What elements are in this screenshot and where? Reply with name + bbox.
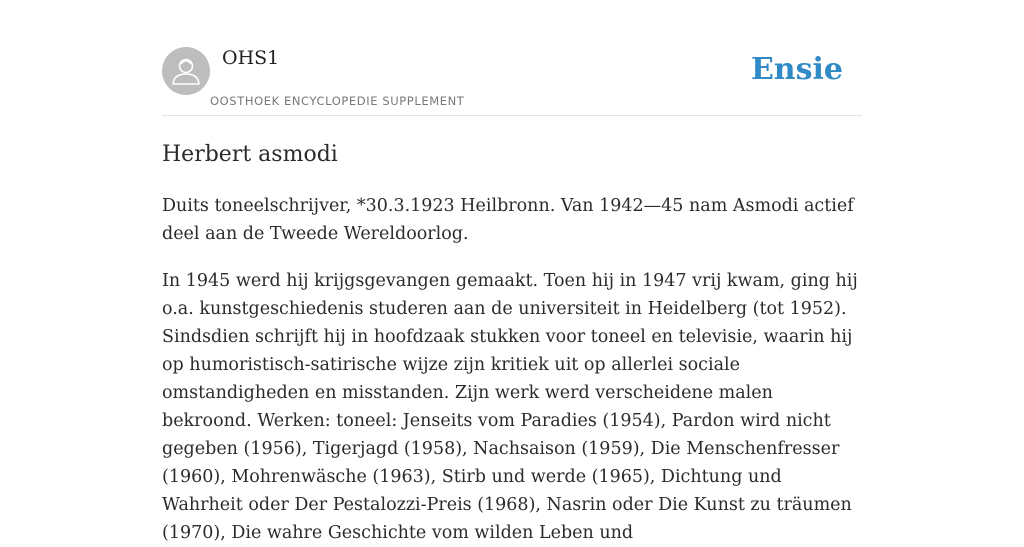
brand-logo[interactable]: Ensie	[750, 52, 843, 87]
avatar[interactable]	[162, 47, 210, 95]
source-label[interactable]: OOSTHOEK ENCYCLOPEDIE SUPPLEMENT	[210, 94, 465, 108]
article-title: Herbert asmodi	[162, 142, 338, 167]
article-paragraph-2: In 1945 werd hij krijgsgevangen gemaakt. Toen hij in 1947 vrij kwam, ging hij o.a. kunstgeschiedenis studeren aan de universiteit in Heidelberg (tot 1952). Sindsdien schrijft hij in hoofdzaak stukken voor toneel en televisie, waarin hij op humoristisch-satirische wijze zijn kritiek uit op allerlei sociale omstandigheden en misstanden. Zijn werk werd verscheidene malen bekroond. Werken: toneel: Jenseits vom Paradies (1954), Pardon wird nicht gegeben (1956), Tigerjagd (1958), Nachsaison (1959), Die Menschenfresser (1960), Mohrenwäsche (1963), Stirb und werde (1965), Dichtung und Wahrheit oder Der Pestalozzi-Preis (1968), Nasrin oder Die Kunst zu träumen (1970), Die wahre Geschichte vom wilden Leben und	[162, 271, 858, 543]
article-page	[162, 0, 862, 543]
article-paragraph-1: Duits toneelschrijver, *30.3.1923 Heilbronn. Van 1942—45 nam Asmodi actief deel aan de Tweede Wereldoorlog.	[162, 196, 854, 244]
article-header	[162, 0, 862, 116]
user-icon	[162, 47, 210, 95]
author-name[interactable]: OHS1	[222, 47, 280, 69]
